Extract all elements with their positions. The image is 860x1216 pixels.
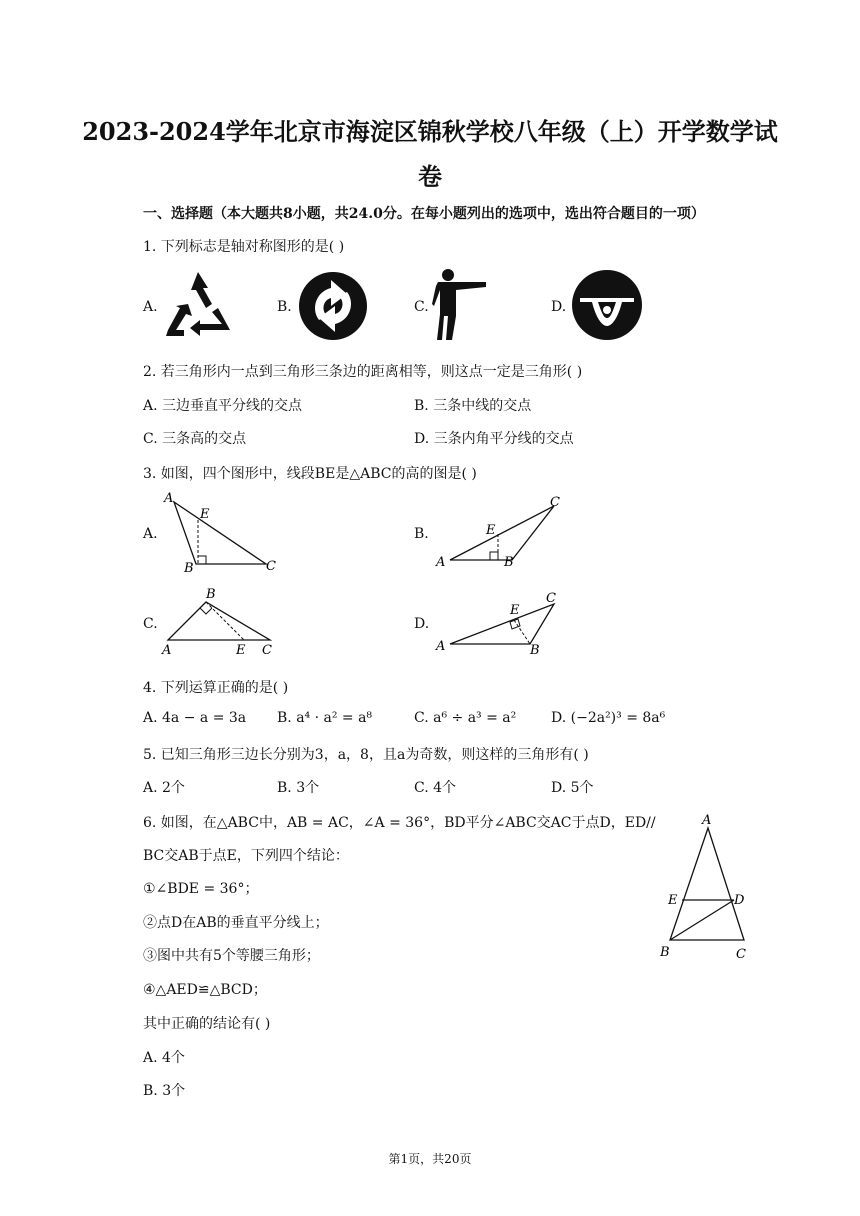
q1-option-d-label: D. [551, 299, 567, 315]
page-title-continued: 卷 [418, 162, 442, 191]
q6-option-b: B. 3个 [143, 1083, 186, 1099]
question-1-stem: 1. 下列标志是轴对称图形的是( ) [143, 239, 345, 255]
q2-option-b: B. 三条中线的交点 [414, 398, 532, 414]
q3b-label-b: B [504, 555, 514, 570]
q3-option-a-label: A. [143, 526, 158, 542]
q6-option-a: A. 4个 [143, 1050, 185, 1066]
circular-arrow-logo-icon [297, 270, 369, 342]
section-heading: 一、选择题（本大题共8小题，共24.0分。在每小题列出的选项中，选出符合题目的一项） [143, 206, 705, 222]
q3-figure-a [158, 488, 284, 574]
circle-v-logo-icon [570, 268, 644, 342]
q4-option-d: D. (−2a²)³ = 8a⁶ [551, 710, 666, 726]
human-figure-logo-icon [432, 268, 488, 342]
q3a-label-a: A [164, 491, 174, 506]
q6-conclusion-2: ②点D在AB的垂直平分线上； [143, 915, 329, 931]
q3d-label-c: C [546, 591, 556, 606]
question-6-stem-line2: BC交AB于点E，下列四个结论： [143, 848, 349, 864]
q2-option-d: D. 三条内角平分线的交点 [414, 431, 574, 447]
q6-conclusion-4: ④△AED≌△BCD； [143, 982, 267, 998]
q4-option-a: A. 4a − a = 3a [143, 710, 247, 726]
q3b-label-a: A [436, 555, 446, 570]
q3b-label-c: C [550, 495, 560, 510]
question-6-stem-line1: 6. 如图，在△ABC中，AB = AC，∠A = 36°，BD平分∠ABC交AC于点D，ED// [143, 815, 656, 831]
q3c-label-c: C [262, 643, 272, 658]
question-2-stem: 2. 若三角形内一点到三角形三条边的距离相等，则这点一定是三角形( ) [143, 364, 583, 380]
q6-label-c: C [736, 947, 746, 962]
q3-figure-d [432, 588, 572, 658]
question-3-stem: 3. 如图，四个图形中，线段BE是△ABC的高的图是( ) [143, 466, 477, 482]
q5-option-d: D. 5个 [551, 780, 594, 796]
q6-isosceles-triangle-figure [658, 810, 758, 964]
q3d-label-b: B [530, 643, 540, 658]
q3-option-d-label: D. [414, 616, 430, 632]
q3a-label-b: B [184, 561, 194, 574]
q6-conclusion-3: ③图中共有5个等腰三角形； [143, 948, 320, 964]
q3a-label-e: E [200, 507, 210, 522]
q2-option-a: A. 三边垂直平分线的交点 [143, 398, 303, 414]
q3-figure-c [158, 584, 284, 662]
q6-label-d: D [734, 893, 745, 908]
q2-option-c: C. 三条高的交点 [143, 431, 247, 447]
page-title: 2023-2024学年北京市海淀区锦秋学校八年级（上）开学数学试 [82, 117, 778, 146]
q3d-label-e: E [510, 603, 520, 618]
q3b-label-e: E [486, 523, 496, 538]
q1-option-b-label: B. [277, 299, 292, 315]
q3c-label-e: E [236, 643, 246, 658]
q3c-label-b: B [206, 587, 216, 602]
q3d-label-a: A [436, 639, 446, 654]
q3a-label-c: C [266, 559, 276, 574]
q4-option-c: C. a⁶ ÷ a³ = a² [414, 710, 517, 726]
question-4-stem: 4. 下列运算正确的是( ) [143, 680, 289, 696]
q5-option-b: B. 3个 [277, 780, 320, 796]
q6-label-b: B [660, 945, 670, 960]
q6-ask: 其中正确的结论有( ) [143, 1016, 271, 1032]
q6-label-a: A [702, 813, 712, 828]
q1-option-a-label: A. [143, 299, 158, 315]
question-5-stem: 5. 已知三角形三边长分别为3，a，8，且a为奇数，则这样的三角形有( ) [143, 747, 589, 763]
page-number-footer: 第1页，共20页 [388, 1152, 472, 1166]
q5-option-a: A. 2个 [143, 780, 185, 796]
q3c-label-a: A [162, 643, 172, 658]
q6-label-e: E [668, 893, 678, 908]
q5-option-c: C. 4个 [414, 780, 457, 796]
q3-option-c-label: C. [143, 616, 158, 632]
recycle-triangle-logo-icon [160, 268, 236, 340]
q6-conclusion-1: ①∠BDE = 36°； [143, 881, 259, 897]
q3-option-b-label: B. [414, 526, 429, 542]
q4-option-b: B. a⁴ · a² = a⁸ [277, 710, 373, 726]
q3-figure-b [432, 492, 572, 572]
q1-option-c-label: C. [414, 299, 429, 315]
